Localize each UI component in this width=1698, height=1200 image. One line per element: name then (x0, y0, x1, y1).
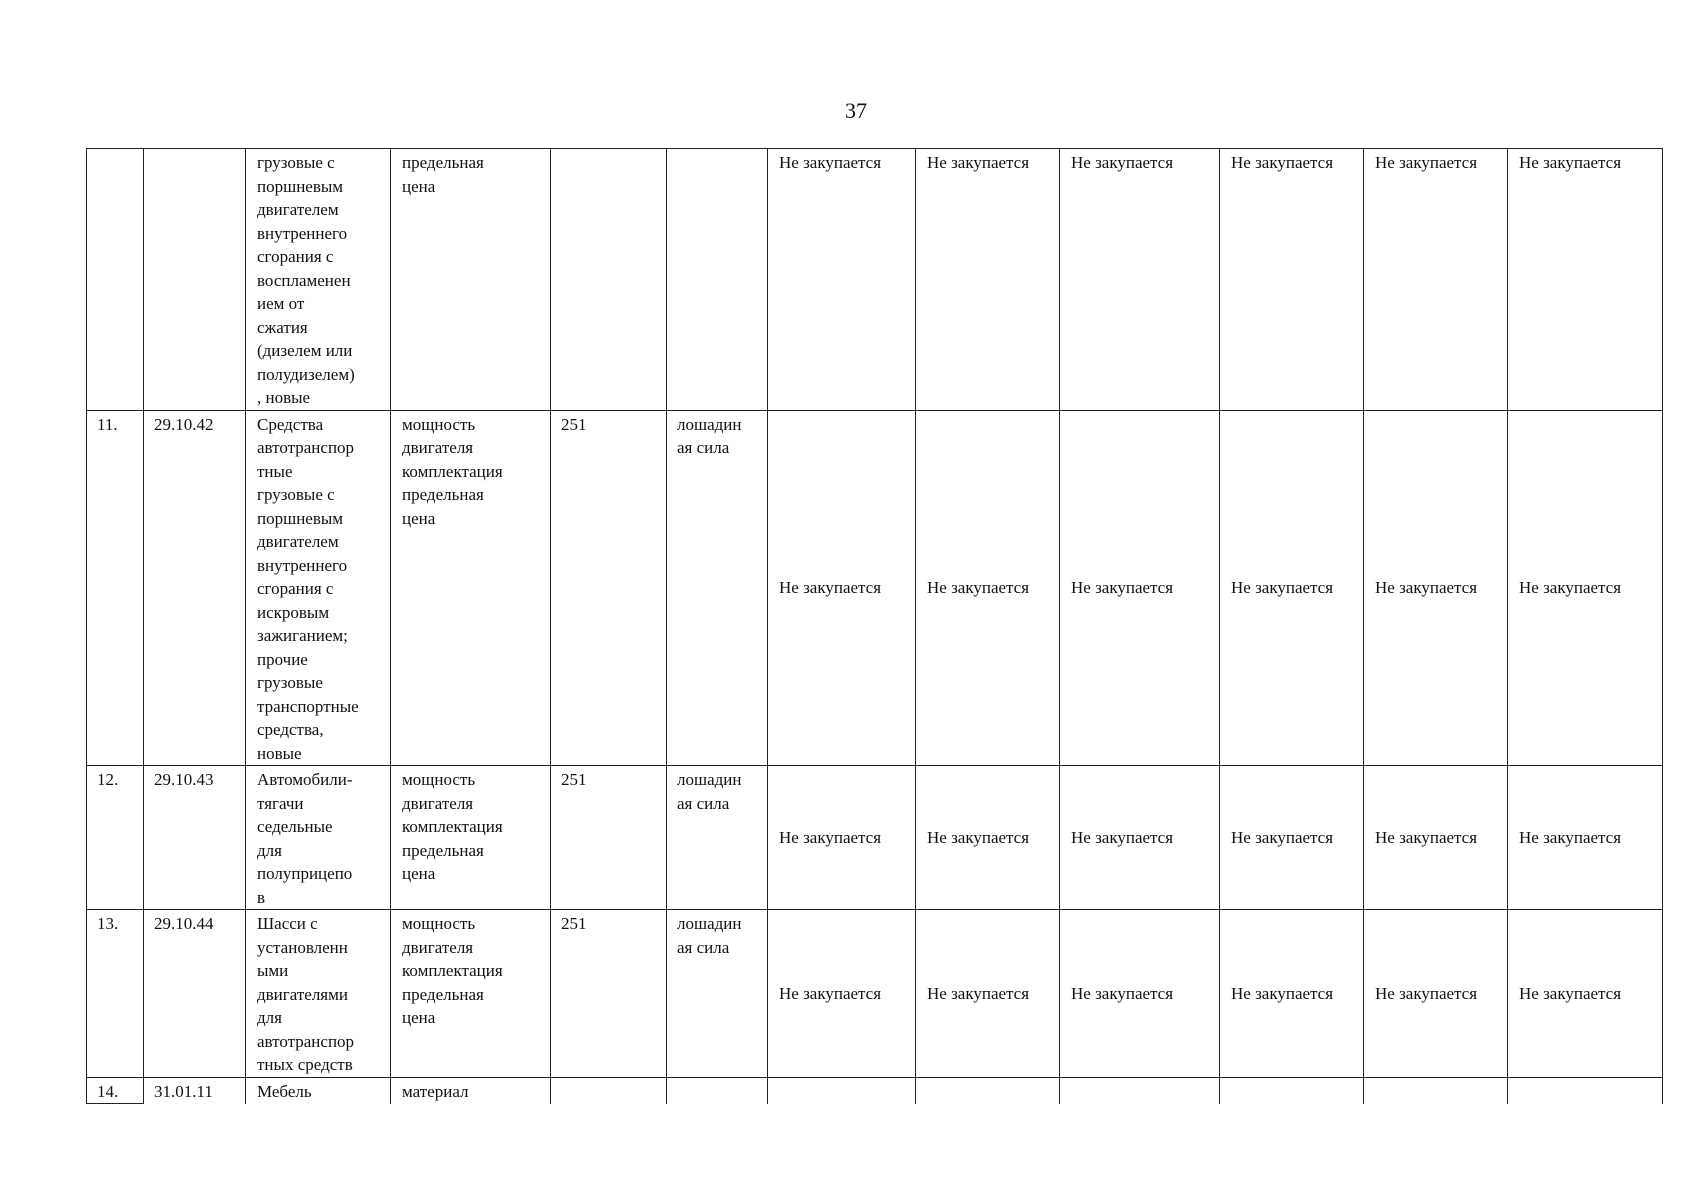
unit-code: 251 (551, 766, 667, 910)
row-number (87, 149, 144, 411)
status-cell: Не закупается (1060, 410, 1220, 766)
unit-name: лошадин ая сила (667, 766, 768, 910)
unit-code: 251 (551, 410, 667, 766)
status-cell: Не закупается (916, 910, 1060, 1078)
table-row (87, 410, 1663, 766)
unit-code (551, 149, 667, 411)
table-body (87, 149, 1663, 1104)
status-cell: Не закупается (1508, 766, 1663, 910)
status-cell: Не закупается (768, 410, 916, 766)
status-cell: Не закупается (768, 766, 916, 910)
status-cell: Не закупается (1364, 766, 1508, 910)
status-cell: Не закупается (1220, 910, 1364, 1078)
status-cell: Не закупается (768, 149, 916, 411)
status-cell: Не закупается (1508, 910, 1663, 1078)
okpd-code: 29.10.42 (144, 410, 246, 766)
unit-name: лошадин ая сила (667, 910, 768, 1078)
okpd-code: 29.10.44 (144, 910, 246, 1078)
okpd-code: 29.10.43 (144, 766, 246, 910)
status-cell: Не закупается (1220, 766, 1364, 910)
row-number: 11. (87, 410, 144, 766)
okpd-code: 31.01.11 (144, 1077, 246, 1104)
status-cell: Не закупается (1508, 149, 1663, 411)
status-cell (1220, 1077, 1364, 1104)
table-row (87, 910, 1663, 1078)
procurement-table (86, 148, 1663, 1104)
status-cell: Не закупается (1364, 149, 1508, 411)
item-characteristics: материал (391, 1077, 551, 1104)
item-name: Средства автотранспор тные грузовые с поршневым двигателем внутреннего сгорания с искровым зажиганием; прочие грузовые транспортные средства, новые (246, 410, 391, 766)
status-cell: Не закупается (916, 410, 1060, 766)
okpd-code (144, 149, 246, 411)
item-name: Мебель (246, 1077, 391, 1104)
item-characteristics: мощность двигателя комплектация предельная цена (391, 910, 551, 1078)
row-number: 13. (87, 910, 144, 1078)
unit-code: 251 (551, 910, 667, 1078)
row-number: 12. (87, 766, 144, 910)
row-number: 14. (87, 1077, 144, 1104)
item-characteristics: мощность двигателя комплектация предельная цена (391, 766, 551, 910)
item-characteristics: предельная цена (391, 149, 551, 411)
item-name: Автомобили- тягачи седельные для полуприцепо в (246, 766, 391, 910)
unit-name: лошадин ая сила (667, 410, 768, 766)
status-cell (768, 1077, 916, 1104)
status-cell (1364, 1077, 1508, 1104)
table-row (87, 1077, 1663, 1104)
status-cell: Не закупается (1508, 410, 1663, 766)
status-cell: Не закупается (916, 766, 1060, 910)
status-cell: Не закупается (1060, 149, 1220, 411)
item-name: грузовые с поршневым двигателем внутреннего сгорания с воспламенен ием от сжатия (дизелем или полудизелем) , новые (246, 149, 391, 411)
status-cell: Не закупается (1220, 149, 1364, 411)
status-cell: Не закупается (768, 910, 916, 1078)
unit-code (551, 1077, 667, 1104)
status-cell: Не закупается (1060, 910, 1220, 1078)
unit-name (667, 1077, 768, 1104)
status-cell: Не закупается (916, 149, 1060, 411)
status-cell (1060, 1077, 1220, 1104)
table-row (87, 149, 1663, 411)
status-cell (916, 1077, 1060, 1104)
item-characteristics: мощность двигателя комплектация предельная цена (391, 410, 551, 766)
status-cell: Не закупается (1060, 766, 1220, 910)
item-name: Шасси с установленн ыми двигателями для автотранспор тных средств (246, 910, 391, 1078)
status-cell: Не закупается (1364, 410, 1508, 766)
unit-name (667, 149, 768, 411)
status-cell: Не закупается (1364, 910, 1508, 1078)
page-number: 37 (845, 98, 867, 123)
status-cell: Не закупается (1220, 410, 1364, 766)
status-cell (1508, 1077, 1663, 1104)
table-row (87, 766, 1663, 910)
